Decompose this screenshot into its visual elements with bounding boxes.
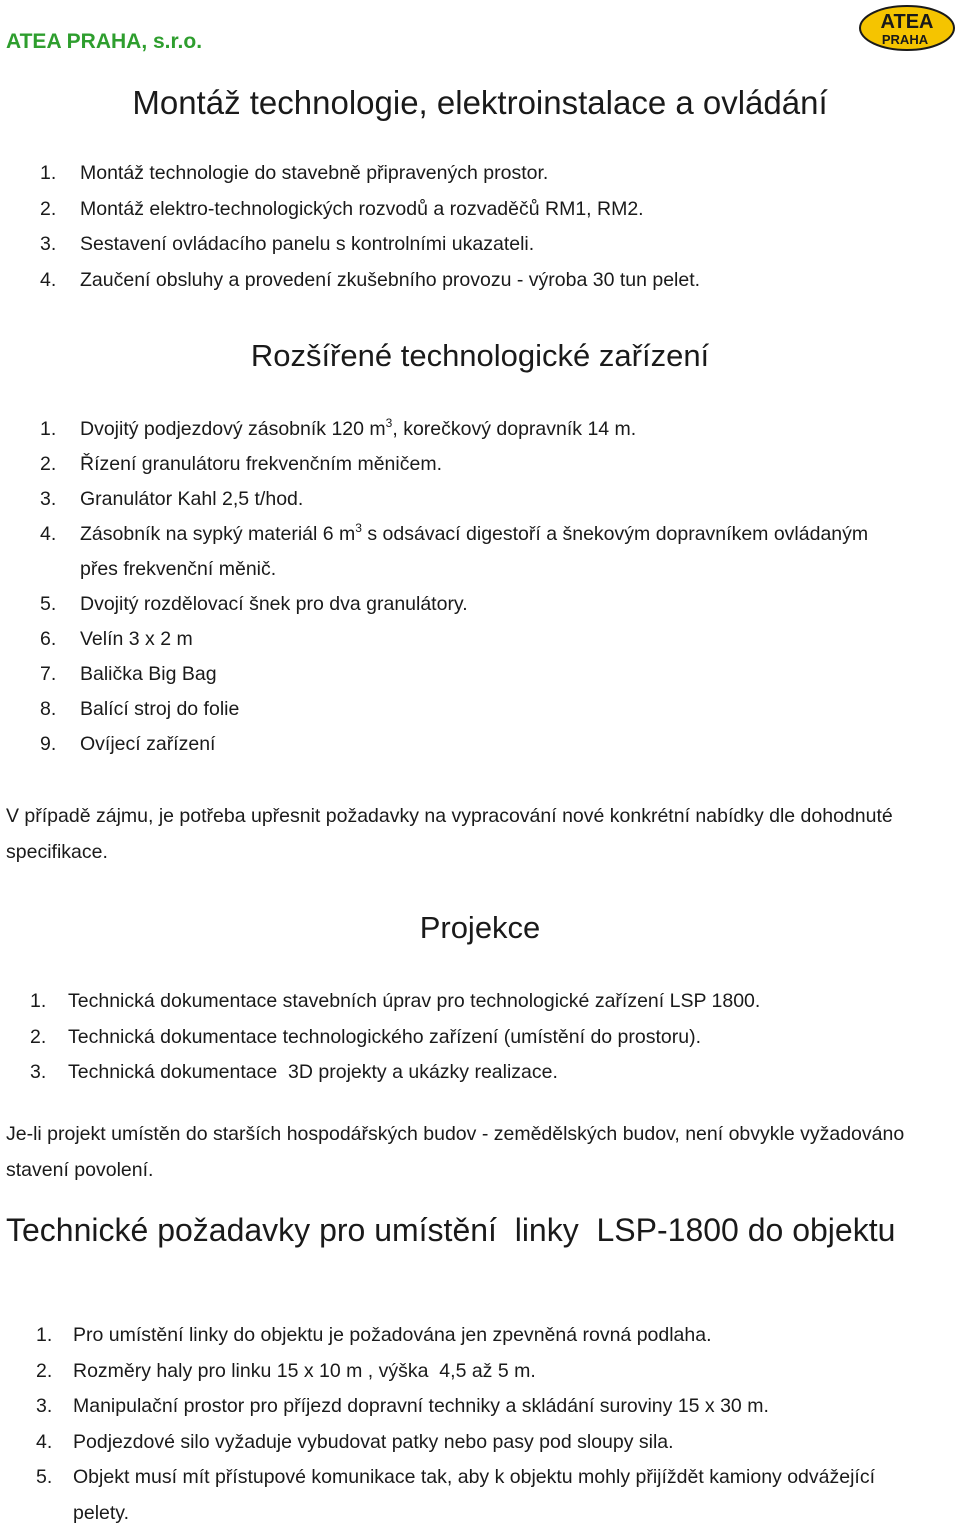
list-item: 7. Balička Big Bag [40, 663, 217, 685]
list-item: 6. Velín 3 x 2 m [40, 628, 193, 650]
list-item: 5. Dvojitý rozdělovací šnek pro dva granulátory. [40, 593, 468, 615]
list-item: 5. Objekt musí mít přístupové komunikace tak, aby k objektu mohly přijíždět kamiony odvážející pelety. [36, 1466, 876, 1524]
company-name: ATEA PRAHA, s.r.o. [6, 30, 203, 53]
list-item: 3. Manipulační prostor pro příjezd dopravní techniky a skládání suroviny 15 x 30 m. [36, 1395, 769, 1417]
logo-text-top: ATEA [880, 11, 934, 33]
section-title-projekce: Projekce [419, 910, 541, 945]
list-item: 1. Technická dokumentace stavebních úprav pro technologické zařízení LSP 1800. [30, 990, 761, 1012]
pozadavky-list [36, 1318, 946, 1531]
list-item: 3. Sestavení ovládacího panelu s kontrolními ukazateli. [40, 233, 535, 255]
list-item: 2. Montáž elektro-technologických rozvodů a rozvaděčů RM1, RM2. [40, 197, 644, 220]
list-item: 4. Zásobník na sypký materiál 6 $m^3$ s odsávací digestoří a šnekovým dopravníkem ovládaným přes frekvenční měnič. [40, 521, 869, 580]
list-item: 2. Technická dokumentace technologického zařízení (umístění do prostoru). [30, 1025, 702, 1048]
list-item: 4. Podjezdové silo vyžaduje vybudovat patky nebo pasy pod sloupy sila. [36, 1430, 674, 1453]
list-item: 2. Rozměry haly pro linku 15 x 10 m , výška 4,5 až 5 m. [36, 1359, 536, 1382]
list-item: 3. Granulátor Kahl 2,5 t/hod. [40, 488, 304, 510]
logo-text-bottom: PRAHA [881, 32, 929, 47]
list-item: 3. Technická dokumentace 3D projekty a ukázky realizace. [30, 1061, 558, 1083]
section-title-montaz: Montáž technologie, elektroinstalace a ovládání [132, 84, 828, 121]
list-item: 1. Dvojitý podjezdový zásobník 120 $m^3$, korečkový dopravník 14 m. [40, 416, 637, 440]
list-item: 9. Ovíjecí zařízení [40, 733, 216, 755]
list-item: 1. Pro umístění linky do objektu je požadována jen zpevněná rovná podlaha. [36, 1324, 712, 1346]
company-logo [858, 4, 956, 52]
list-item: 4. Zaučení obsluhy a provedení zkušebního provozu - výroba 30 tun pelet. [40, 268, 701, 291]
montaz-list [40, 160, 700, 302]
note-povoleni: Je-li projekt umístěn do starších hospodářských budov - zemědělských budov, není obvykle vyžadováno stavení povolení. [6, 1123, 905, 1181]
section-title-pozadavky: Technické požadavky pro umístění linky LSP-1800 do objektu [6, 1212, 896, 1248]
list-item: 1. Montáž technologie do stavebně připravených prostor. [40, 162, 549, 184]
projekce-list [30, 984, 760, 1091]
rozsirene-list [40, 412, 880, 762]
section-title-rozsirene: Rozšířené technologické zařízení [250, 338, 710, 373]
list-item: 2. Řízení granulátoru frekvenčním měničem. [40, 453, 442, 475]
list-item: 8. Balící stroj do folie [40, 698, 240, 720]
note-specifikace: V případě zájmu, je potřeba upřesnit požadavky na vypracování nové konkrétní nabídky dle dohodnuté specifikace. [6, 805, 893, 863]
